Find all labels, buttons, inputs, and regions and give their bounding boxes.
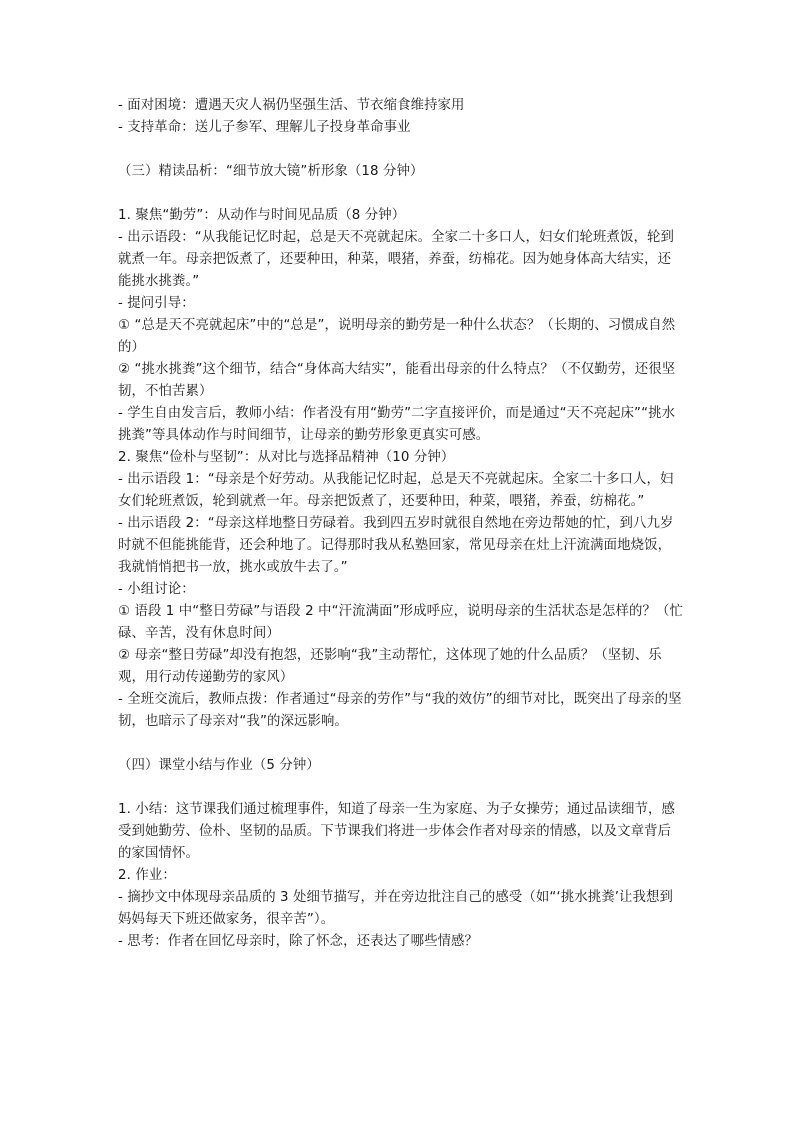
spacer [118, 183, 684, 205]
spacer [118, 139, 684, 161]
part-1-question-2: ② “挑水挑粪”这个细节，结合“身体高大结实”，能看出母亲的什么特点？（不仅勤劳，还很坚韧，不怕苦累） [118, 362, 676, 399]
difficulty-bullet: - 面对困境：遭遇天灾人祸仍坚强生活、节衣缩食维持家用 [118, 98, 465, 113]
part-2-summary: - 全班交流后，教师点拨：作者通过“母亲的劳作”与“我的效仿”的细节对比，既突出了母亲的坚韧，也暗示了母亲对“我”的深远影响。 [118, 692, 682, 729]
part-2-discussion-1: ① 语段 1 中“整日劳碌”与语段 2 中“汗流满面”形成呼应，说明母亲的生活状态是怎样的？（忙碌、辛苦，没有休息时间） [118, 604, 683, 641]
section-4-heading: （四）课堂小结与作业（5 分钟） [118, 758, 320, 773]
part-2-discuss: - 小组讨论： [118, 582, 195, 597]
part-1-prompt: - 提问引导： [118, 296, 195, 311]
spacer [118, 777, 684, 799]
homework-title: 2. 作业： [118, 868, 176, 883]
revolution-bullet: - 支持革命：送儿子参军、理解儿子投身革命事业 [118, 120, 411, 135]
part-1-question-1: ① “总是天不亮就起床”中的“总是”，说明母亲的勤劳是一种什么状态？（长期的、习惯成自然的） [118, 318, 676, 355]
part-2-excerpt-2: - 出示语段 2：“母亲这样地整日劳碌着。我到四五岁时就很自然地在旁边帮她的忙，到八九岁时就不但能挑能背，还会种地了。记得那时我从私塾回家，常见母亲在灶上汗流满面地烧饭，我就悄悄把书一放，挑水或放牛去了。” [118, 516, 674, 575]
homework-item-2: - 思考：作者在回忆母亲时，除了怀念，还表达了哪些情感？ [118, 934, 479, 949]
part-2-title: 2. 聚焦“俭朴与坚韧”：从对比与选择品精神（10 分钟） [118, 450, 455, 465]
document-body [118, 95, 684, 953]
homework-item-1: - 摘抄文中体现母亲品质的 3 处细节描写，并在旁边批注自己的感受（如“‘挑水挑粪’让我想到妈妈每天下班还做家务，很辛苦”）。 [118, 890, 674, 927]
section-3-heading: （三）精读品析：“细节放大镜”析形象（18 分钟） [118, 164, 424, 179]
class-summary: 1. 小结：这节课我们通过梳理事件，知道了母亲一生为家庭、为子女操劳；通过品读细节，感受到她勤劳、俭朴、坚韧的品质。下节课我们将进一步体会作者对母亲的情感，以及文章背后的家国情怀。 [118, 802, 675, 861]
part-2-discussion-2: ② 母亲“整日劳碌”却没有抱怨，还影响“我”主动帮忙，这体现了她的什么品质？（坚韧、乐观，用行动传递勤劳的家风） [118, 648, 662, 685]
part-1-summary: - 学生自由发言后，教师小结：作者没有用“勤劳”二字直接评价，而是通过“天不亮起床”“挑水挑粪”等具体动作与时间细节，让母亲的勤劳形象更真实可感。 [118, 406, 676, 443]
part-1-title: 1. 聚焦“勤劳”：从动作与时间见品质（8 分钟） [118, 208, 406, 223]
part-2-excerpt-1: - 出示语段 1：“母亲是个好劳动。从我能记忆时起，总是天不亮就起床。全家二十多口人，妇女们轮班煮饭，轮到就煮一年。母亲把饭煮了，还要种田，种菜，喂猪，养蚕，纺棉花。” [118, 472, 674, 509]
spacer [118, 733, 684, 755]
part-1-excerpt: - 出示语段：“从我能记忆时起，总是天不亮就起床。全家二十多口人，妇女们轮班煮饭，轮到就煮一年。母亲把饭煮了，还要种田，种菜，喂猪，养蚕，纺棉花。因为她身体高大结实，还能挑水挑粪。” [118, 230, 674, 289]
